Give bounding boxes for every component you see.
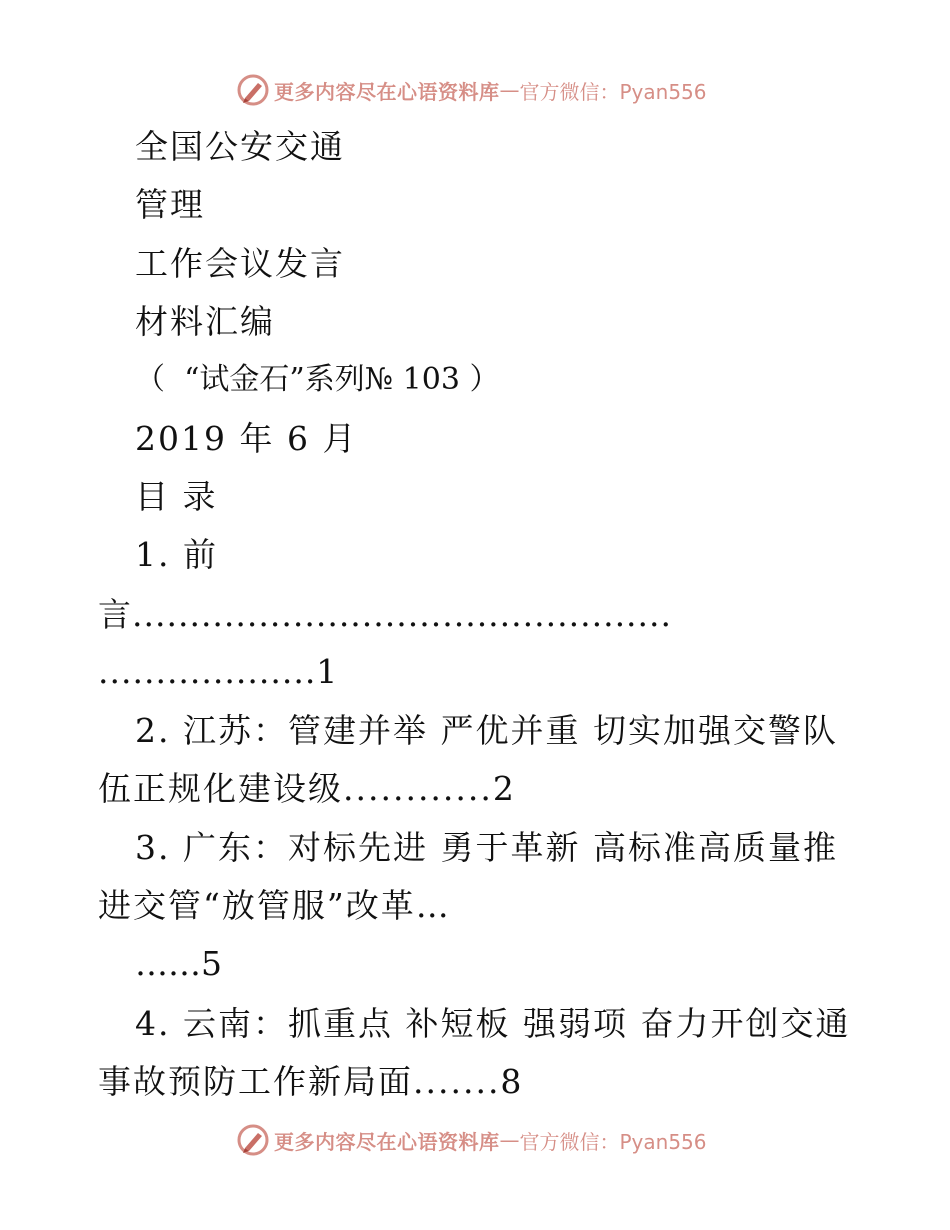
pen-logo-icon — [236, 1123, 270, 1157]
toc-item-4-line-b: 事故预防工作新局面.......8 — [98, 1062, 524, 1101]
series-line: （ “试金石”系列№ 103 ） — [135, 362, 500, 397]
toc-heading: 目 录 — [135, 477, 218, 516]
title-line-3: 工作会议发言 — [135, 244, 345, 283]
toc-item-1-line-b: 言............................................... — [98, 595, 673, 634]
toc-item-4-line-a: 4. 云南：抓重点 补短板 强弱项 奋力开创交通 — [135, 1004, 851, 1043]
date-line: 2019 年 6 月 — [135, 419, 358, 458]
watermark-text: 更多内容尽在心语资料库 — [274, 1129, 500, 1154]
title-line-1: 全国公安交通 — [135, 127, 345, 166]
toc-item-3-line-c: ……5 — [135, 944, 222, 983]
watermark-suffix: 官方微信：Pyan556 — [519, 1129, 707, 1154]
watermark-suffix: 官方微信：Pyan556 — [519, 79, 707, 104]
watermark-footer — [236, 1123, 707, 1157]
toc-item-3-line-b: 进交管“放管服”改革… — [98, 886, 451, 925]
watermark-header — [236, 73, 707, 107]
title-line-2: 管理 — [135, 185, 205, 224]
toc-item-2-line-a: 2. 江苏：管建并举 严优并重 切实加强交警队 — [135, 711, 838, 750]
pen-logo-icon — [236, 73, 270, 107]
toc-item-1-line-c: ...................1 — [98, 652, 339, 691]
watermark-text: 更多内容尽在心语资料库 — [274, 79, 500, 104]
watermark-separator: — — [499, 1128, 520, 1152]
title-line-4: 材料汇编 — [135, 302, 275, 341]
watermark-separator: — — [499, 78, 520, 102]
toc-item-2-line-b: 伍正规化建设级............2 — [98, 769, 516, 808]
toc-item-1-line-a: 1. 前 — [135, 535, 218, 574]
toc-item-3-line-a: 3. 广东：对标先进 勇于革新 高标准高质量推 — [135, 828, 838, 867]
